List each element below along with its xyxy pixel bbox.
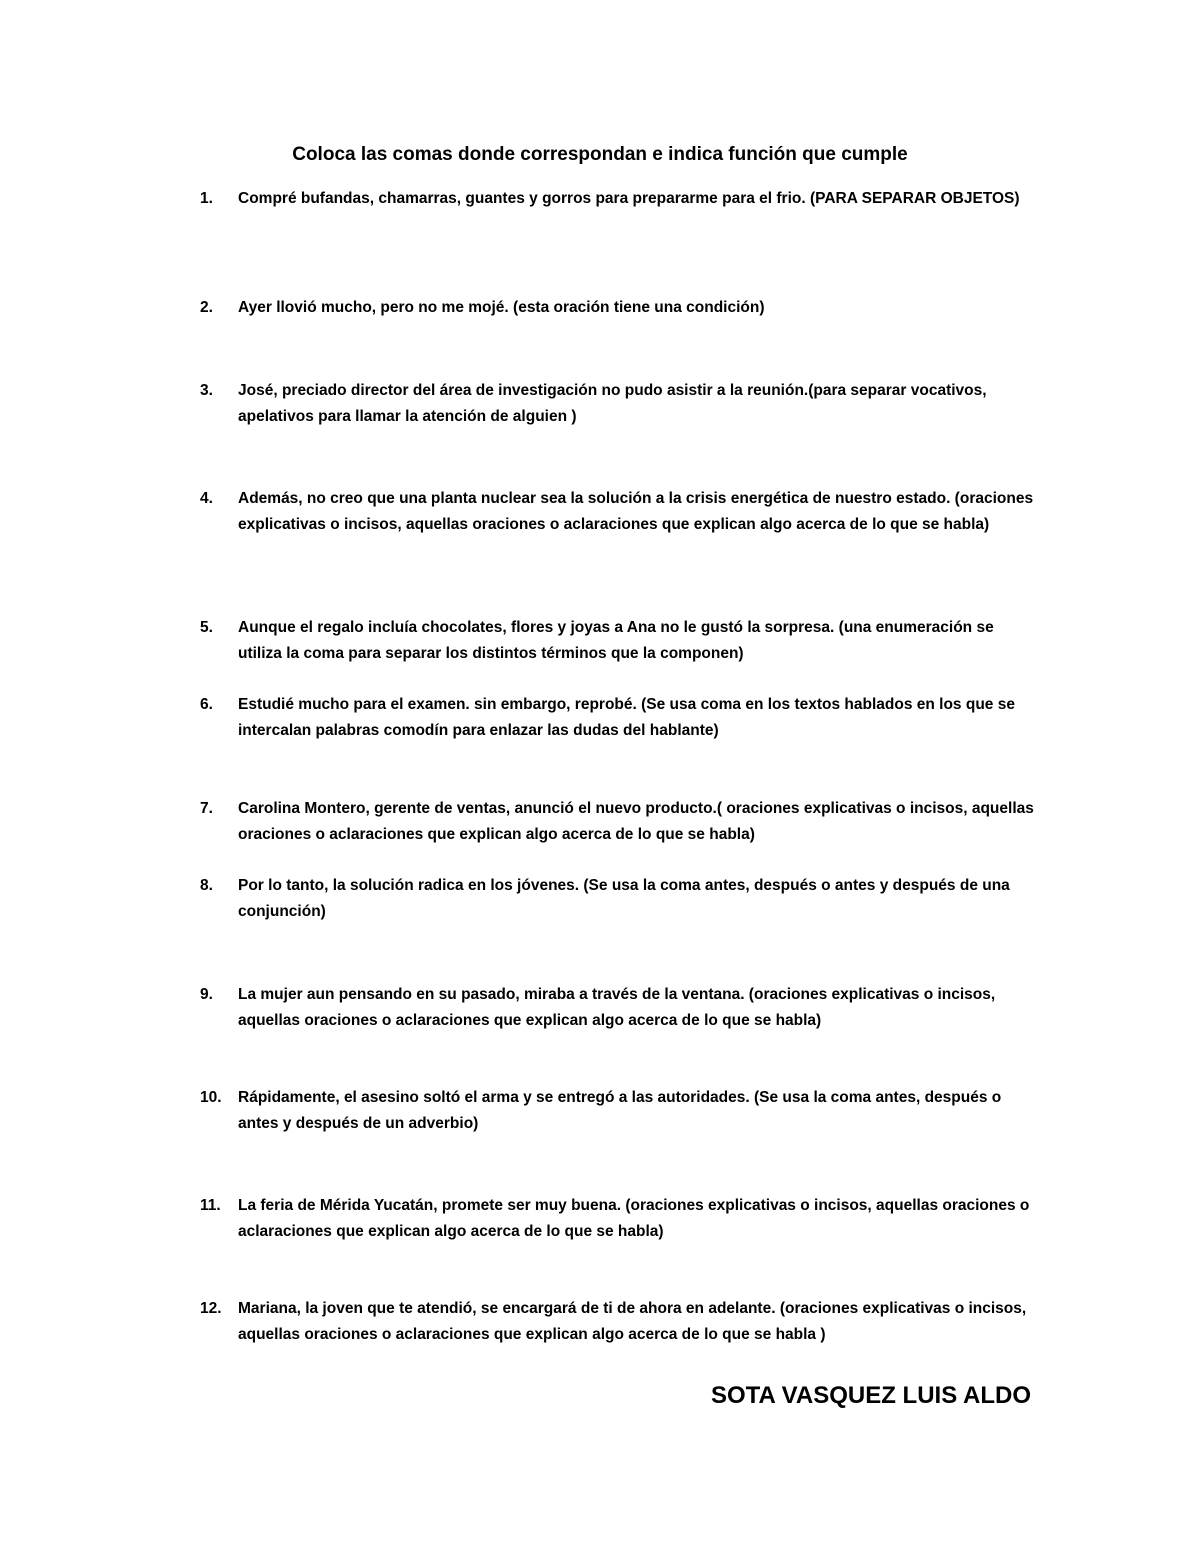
item-number: 7.: [200, 800, 213, 817]
item-number: 2.: [200, 299, 213, 316]
item-number: 1.: [200, 190, 213, 207]
item-number: 10.: [200, 1089, 222, 1106]
item-text: Estudié mucho para el examen. sin embargo, reprobé. (Se usa coma en los textos hablados en los que se intercalan palabras comodín para enlazar las dudas del hablante): [238, 696, 1015, 739]
item-number: 5.: [200, 619, 213, 636]
item-text: Carolina Montero, gerente de ventas, anunció el nuevo producto.( oraciones explicativas o incisos, aquellas oraciones o aclaraciones que explican algo acerca de lo que se habla): [238, 800, 1034, 843]
item-text: José, preciado director del área de investigación no pudo asistir a la reunión.(para separar vocativos, apelativos para llamar la atención de alguien ): [238, 382, 987, 425]
item-number: 3.: [200, 382, 213, 399]
item-text: Aunque el regalo incluía chocolates, flores y joyas a Ana no le gustó la sorpresa. (una enumeración se utiliza la coma para separar los distintos términos que la componen): [238, 619, 994, 662]
item-number: 4.: [200, 490, 213, 507]
item-text: Compré bufandas, chamarras, guantes y gorros para prepararme para el frio. (PARA SEPARAR OBJETOS): [238, 190, 1020, 207]
author-signature: SOTA VASQUEZ LUIS ALDO: [710, 1382, 1031, 1409]
item-text: La mujer aun pensando en su pasado, miraba a través de la ventana. (oraciones explicativas o incisos, aquellas oraciones o aclaraciones que explican algo acerca de lo que se habla): [238, 986, 996, 1029]
item-text: Ayer llovió mucho, pero no me mojé. (esta oración tiene una condición): [238, 299, 765, 316]
page-title: Coloca las comas donde correspondan e indica función que cumple: [292, 144, 908, 165]
item-text: Además, no creo que una planta nuclear sea la solución a la crisis energética de nuestro estado. (oraciones explicativas o incisos, aquellas oraciones o aclaraciones que explican algo acerca de lo que se habla): [238, 490, 1034, 533]
item-number: 6.: [200, 696, 213, 713]
item-text: Por lo tanto, la solución radica en los jóvenes. (Se usa la coma antes, después o antes y después de una conjunción): [238, 877, 1010, 920]
item-number: 11.: [200, 1197, 221, 1214]
item-number: 9.: [200, 986, 213, 1003]
item-text: Mariana, la joven que te atendió, se encargará de ti de ahora en adelante. (oraciones explicativas o incisos, aquellas oraciones o aclaraciones que explican algo acerca de lo que se habla ): [238, 1300, 1027, 1343]
item-number: 8.: [200, 877, 213, 894]
item-number: 12.: [200, 1300, 222, 1317]
item-text: Rápidamente, el asesino soltó el arma y se entregó a las autoridades. (Se usa la coma antes, después o antes y después de un adverbio): [238, 1089, 1002, 1132]
item-text: La feria de Mérida Yucatán, promete ser muy buena. (oraciones explicativas o incisos, aquellas oraciones o aclaraciones que explican algo acerca de lo que se habla): [238, 1197, 1030, 1240]
